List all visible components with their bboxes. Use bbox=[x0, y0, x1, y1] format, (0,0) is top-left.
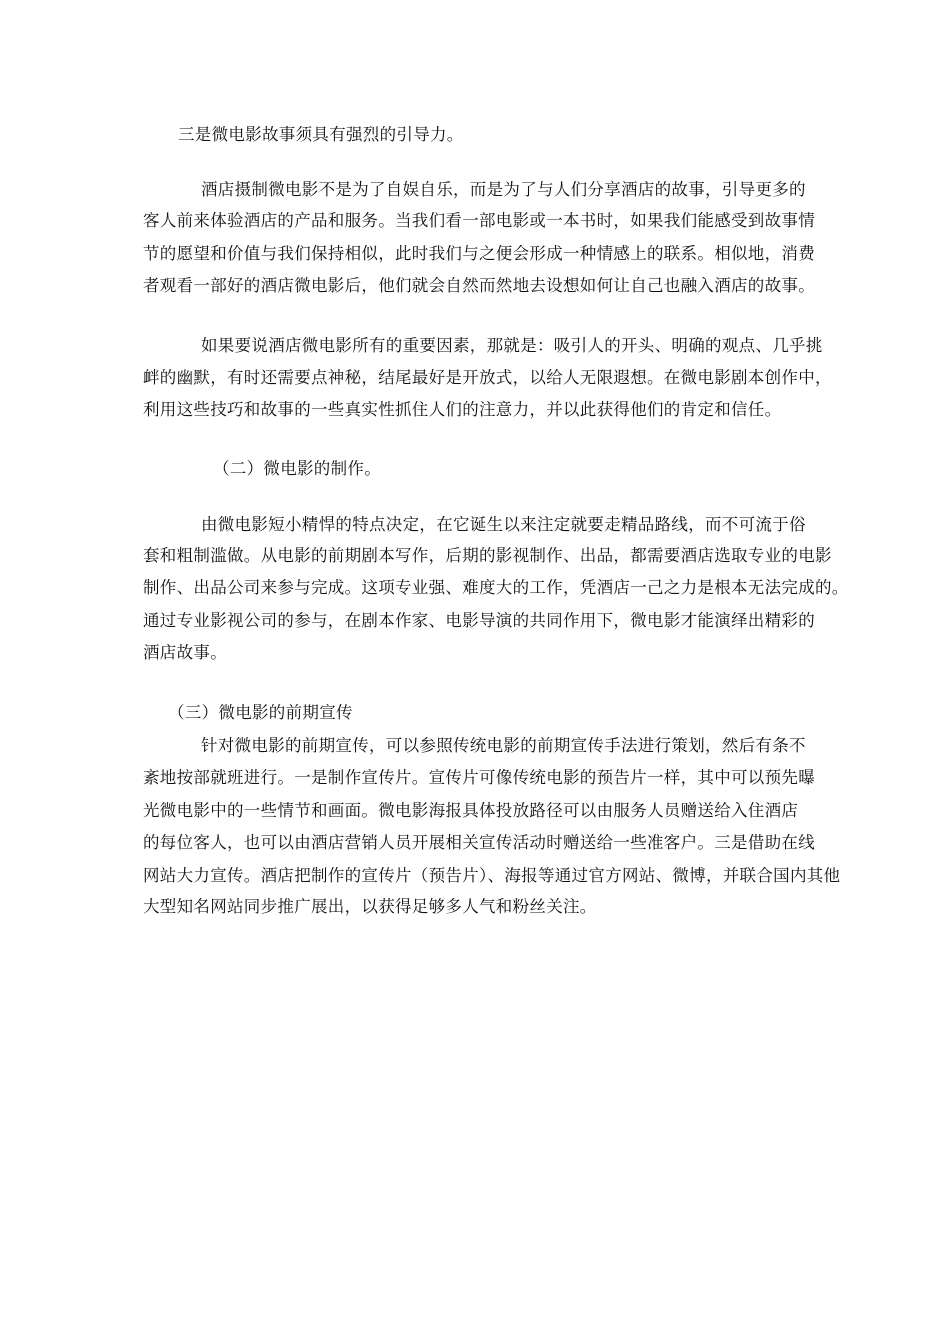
paragraph-1-line-2: 客人前来体验酒店的产品和服务。当我们看一部电影或一本书时，如果我们能感受到故事情 bbox=[143, 211, 815, 230]
paragraph-3-line-1: 由微电影短小精悍的特点决定，在它诞生以来注定就要走精品路线，而不可流于俗 bbox=[201, 515, 806, 534]
paragraph-1-line-3: 节的愿望和价值与我们保持相似，此时我们与之便会形成一种情感上的联系。相似地，消费 bbox=[143, 244, 815, 263]
paragraph-4-line-1: 针对微电影的前期宣传，可以参照传统电影的前期宣传手法进行策划，然后有条不 bbox=[201, 736, 806, 755]
paragraph-4-line-2: 紊地按部就班进行。一是制作宣传片。宣传片可像传统电影的预告片一样，其中可以预先曝 bbox=[143, 768, 815, 787]
paragraph-2-line-1: 如果要说酒店微电影所有的重要因素，那就是：吸引人的开头、明确的观点、几乎挑 bbox=[201, 336, 823, 355]
paragraph-3-line-5: 酒店故事。 bbox=[143, 643, 227, 662]
paragraph-1-line-1: 酒店摄制微电影不是为了自娱自乐，而是为了与人们分享酒店的故事，引导更多的 bbox=[201, 180, 806, 199]
section-3-heading: （三）微电影的前期宣传 bbox=[168, 703, 353, 722]
paragraph-4-line-3: 光微电影中的一些情节和画面。微电影海报具体投放路径可以由服务人员赠送给入住酒店 bbox=[143, 801, 799, 820]
paragraph-3-line-3: 制作、出品公司来参与完成。这项专业强、难度大的工作，凭酒店一己之力是根本无法完成的。 bbox=[143, 578, 849, 597]
paragraph-2-line-3: 利用这些技巧和故事的一些真实性抓住人们的注意力，并以此获得他们的肯定和信任。 bbox=[143, 400, 782, 419]
paragraph-4-line-6: 大型知名网站同步推广展出，以获得足够多人气和粉丝关注。 bbox=[143, 897, 597, 916]
section-2-heading: （二）微电影的制作。 bbox=[213, 459, 381, 478]
point-three-heading: 三是微电影故事须具有强烈的引导力。 bbox=[178, 125, 464, 144]
paragraph-3-line-2: 套和粗制滥做。从电影的前期剧本写作，后期的影视制作、出品，都需要酒店选取专业的电影 bbox=[143, 546, 832, 565]
paragraph-3-line-4: 通过专业影视公司的参与，在剧本作家、电影导演的共同作用下，微电影才能演绎出精彩的 bbox=[143, 611, 815, 630]
paragraph-1-line-4: 者观看一部好的酒店微电影后，他们就会自然而然地去设想如何让自己也融入酒店的故事。 bbox=[143, 276, 815, 295]
paragraph-4-line-4: 的每位客人，也可以由酒店营销人员开展相关宣传活动时赠送给一些准客户。三是借助在线 bbox=[143, 833, 815, 852]
paragraph-4-line-5: 网站大力宣传。酒店把制作的宣传片（预告片）、海报等通过官方网站、微博，并联合国内其他 bbox=[143, 866, 841, 885]
paragraph-2-line-2: 衅的幽默，有时还需要点神秘，结尾最好是开放式，以给人无限遐想。在微电影剧本创作中， bbox=[143, 368, 832, 387]
